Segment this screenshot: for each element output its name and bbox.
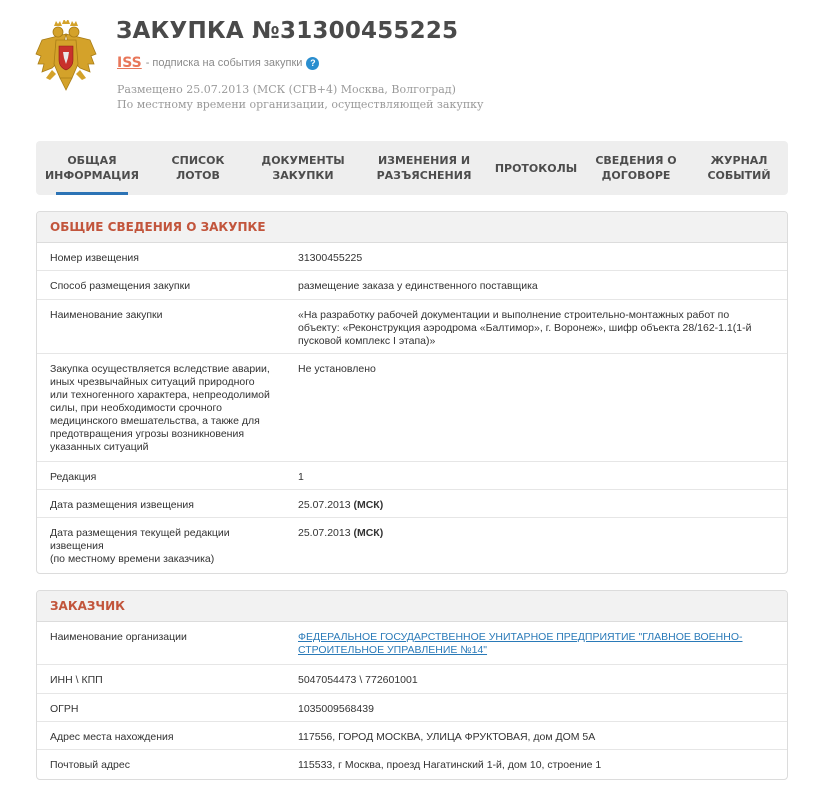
table-row — [37, 518, 787, 573]
date-value: 25.07.2013 — [298, 527, 354, 539]
row-value: 1035009568439 — [298, 703, 374, 715]
row-value: «На разработку рабочей документации и выполнение строительно-монтажных работ по объекту: «Реконструкция аэродрома «Балтимор», г. Воронеж», шифр объекта 28/162-1.1(1-й пусковой комплекс I этапа)» — [298, 309, 752, 347]
customer-heading: ЗАКАЗЧИК — [37, 591, 787, 622]
row-value — [285, 490, 787, 517]
row-label: Адрес места нахождения — [50, 731, 174, 743]
tab-general-info[interactable]: ОБЩАЯ ИНФОРМАЦИЯ — [36, 141, 148, 195]
subscribe-text: подписка на события закупки — [152, 57, 303, 69]
organization-link[interactable]: ФЕДЕРАЛЬНОЕ ГОСУДАРСТВЕННОЕ УНИТАРНОЕ ПРЕДПРИЯТИЕ "ГЛАВНОЕ ВОЕННО- СТРОИТЕЛЬНОЕ УПРАВЛЕНИЕ №14" — [298, 631, 743, 656]
customer-card — [36, 590, 788, 780]
row-label: Почтовый адрес — [50, 759, 130, 771]
tab-bar — [36, 141, 788, 195]
row-label: Закупка осуществляется вследствие аварии, иных чрезвычайных ситуаций природного или техногенного характера, непреодолимой силы, при необходимости срочного медицинского вмешательства, а также для предотвращения угрозы возникновения указанных ситуаций — [50, 363, 270, 453]
date-value: 25.07.2013 — [298, 499, 354, 511]
row-label: Номер извещения — [50, 252, 139, 264]
help-icon[interactable]: ? — [306, 57, 319, 70]
table-row — [37, 750, 787, 779]
row-label: ОГРН — [50, 703, 79, 715]
local-time-note: По местному времени организации, осуществляющей закупку — [117, 98, 484, 111]
table-row — [37, 490, 787, 518]
row-value — [285, 518, 787, 573]
separator-dash: - — [145, 57, 150, 69]
coat-of-arms-emblem-icon — [32, 20, 100, 92]
timezone-label: (МСК) — [353, 527, 384, 539]
table-row — [37, 622, 787, 665]
row-value: 115533, г Москва, проезд Нагатинский 1-й, дом 10, строение 1 — [298, 759, 602, 771]
table-row — [37, 271, 787, 300]
iss-link[interactable]: ISS — [117, 55, 142, 71]
page-header — [0, 0, 824, 130]
general-info-heading: ОБЩИЕ СВЕДЕНИЯ О ЗАКУПКЕ — [37, 212, 787, 243]
row-value: 31300455225 — [298, 252, 363, 264]
table-row — [37, 665, 787, 694]
tab-lots-list[interactable]: СПИСОК ЛОТОВ — [171, 154, 225, 182]
table-row — [37, 722, 787, 750]
row-value: размещение заказа у единственного поставщика — [298, 280, 538, 292]
table-row — [37, 243, 787, 271]
tab-purchase-documents[interactable]: ДОКУМЕНТЫ ЗАКУПКИ — [261, 154, 345, 182]
table-row — [37, 354, 787, 462]
row-label: Дата размещения текущей редакции извещения (по местному времени заказчика) — [50, 527, 230, 565]
timezone-label: (МСК) — [353, 499, 384, 511]
row-value: 1 — [298, 471, 304, 483]
tab-event-log[interactable]: ЖУРНАЛ СОБЫТИЙ — [707, 154, 771, 182]
subscription-line — [117, 55, 319, 71]
row-label: Дата размещения извещения — [50, 499, 194, 511]
tab-protocols[interactable]: ПРОТОКОЛЫ — [494, 161, 578, 175]
general-info-card — [36, 211, 788, 574]
row-value: 117556, ГОРОД МОСКВА, УЛИЦА ФРУКТОВАЯ, дом ДОМ 5А — [298, 731, 596, 743]
row-label: ИНН \ КПП — [50, 674, 103, 686]
tab-changes-clarifications[interactable]: ИЗМЕНЕНИЯ И РАЗЪЯСНЕНИЯ — [376, 154, 472, 182]
page-title: ЗАКУПКА №31300455225 — [116, 18, 459, 44]
published-date: Размещено 25.07.2013 (МСК (СГВ+4) Москва, Волгоград) — [117, 83, 456, 96]
table-row — [37, 694, 787, 722]
row-value — [285, 622, 787, 664]
row-value: 5047054473 \ 772601001 — [298, 674, 418, 686]
tab-contract-info[interactable]: СВЕДЕНИЯ О ДОГОВОРЕ — [595, 154, 677, 182]
table-row — [37, 462, 787, 490]
row-label: Редакция — [50, 471, 97, 483]
row-label: Способ размещения закупки — [50, 280, 191, 292]
row-label: Наименование закупки — [50, 309, 163, 321]
row-value: Не установлено — [298, 363, 376, 375]
row-label: Наименование организации — [50, 631, 187, 643]
table-row — [37, 300, 787, 354]
